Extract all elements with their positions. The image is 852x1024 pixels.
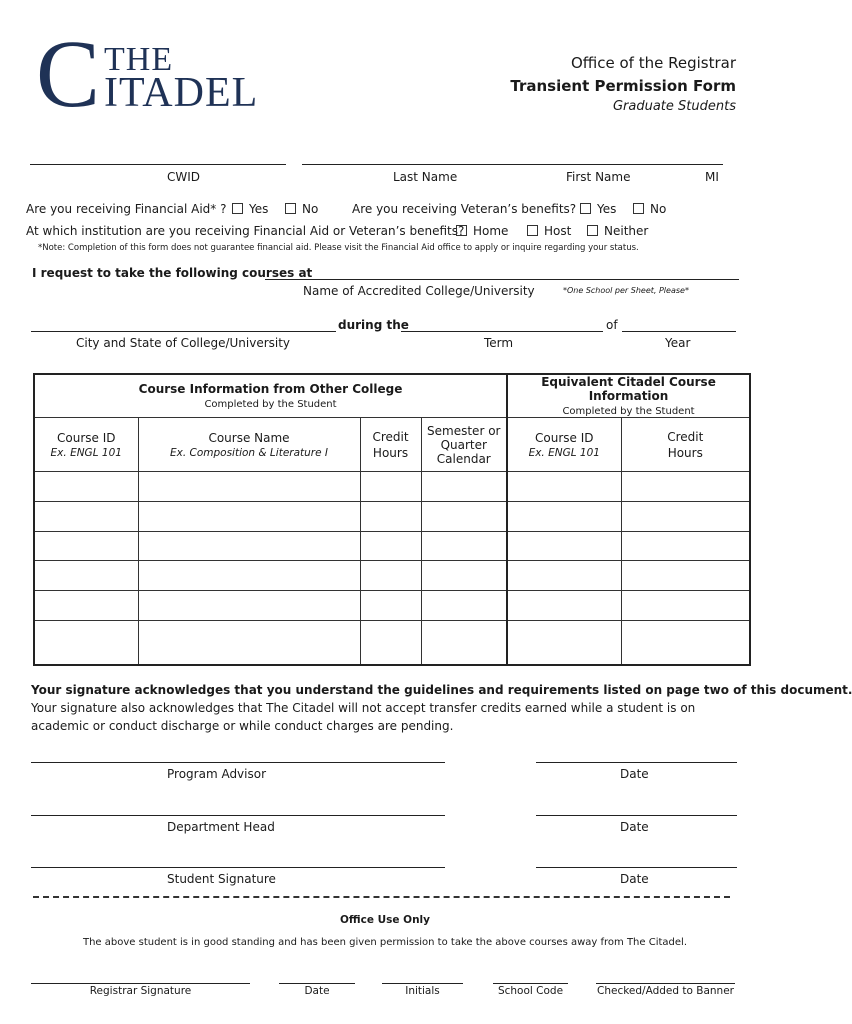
city-label: City and State of College/University	[76, 336, 291, 350]
student-date-line[interactable]	[536, 867, 737, 868]
year-label: Year	[665, 336, 691, 350]
table-cell[interactable]	[621, 501, 750, 531]
table-cell[interactable]	[138, 472, 360, 502]
quarter-label: Quarter	[440, 437, 487, 452]
table-cell[interactable]	[621, 472, 750, 502]
table-cell[interactable]	[360, 561, 421, 591]
table-cell[interactable]	[34, 472, 138, 502]
school-code-line[interactable]	[493, 983, 568, 984]
citadel-course-id-header	[507, 418, 621, 472]
citadel-subtitle: Completed by the Student	[562, 406, 695, 417]
cwid-line[interactable]	[30, 164, 286, 165]
table-cell[interactable]	[34, 620, 138, 665]
svg-text:C: C	[36, 20, 101, 127]
acknowledgement-text: Your signature also acknowledges that The Citadel will not accept transfer credits earned while a student is on academic or conduct discharge or while conduct charges are pending.	[31, 701, 696, 733]
table-row	[34, 472, 750, 502]
registrar-signature-line[interactable]	[31, 983, 250, 984]
office-use-title: Office Use Only	[339, 914, 431, 926]
year-line[interactable]	[622, 331, 736, 332]
citadel-credit-label: Credit	[667, 429, 704, 444]
citadel-course-id-example: Ex. ENGL 101	[528, 446, 600, 459]
table-row	[34, 620, 750, 665]
financial-aid-yes[interactable]: Yes	[232, 202, 268, 216]
term-label: Term	[484, 336, 514, 350]
table-cell[interactable]	[34, 531, 138, 561]
table-cell[interactable]	[138, 620, 360, 665]
svg-text:THE: THE	[104, 41, 174, 78]
table-cell[interactable]	[34, 591, 138, 621]
table-cell[interactable]	[421, 472, 507, 502]
first-name-label: First Name	[566, 170, 631, 184]
course-id-header	[34, 418, 138, 472]
checkbox-icon	[232, 203, 243, 214]
table-cell[interactable]	[507, 531, 621, 561]
banner-line[interactable]	[596, 983, 735, 984]
college-line[interactable]	[265, 279, 739, 280]
citadel-logo	[36, 20, 326, 127]
institution-neither[interactable]: Neither	[587, 224, 648, 238]
citadel-course-id-label: Course ID	[535, 430, 594, 445]
student-signature-line[interactable]	[31, 867, 445, 868]
institution-question: At which institution are you receiving Financial Aid or Veteran’s benefits?	[26, 224, 465, 238]
checkbox-icon	[456, 225, 467, 236]
form-subtitle: Graduate Students	[612, 99, 736, 114]
calendar-label: Calendar	[436, 451, 491, 466]
veteran-question: Are you receiving Veteran’s benefits?	[352, 202, 577, 216]
checkbox-icon	[285, 203, 296, 214]
office-date-label: Date	[304, 985, 330, 997]
table-cell[interactable]	[621, 561, 750, 591]
table-cell[interactable]	[421, 591, 507, 621]
last-name-label: Last Name	[393, 170, 458, 184]
city-line[interactable]	[31, 331, 336, 332]
course-name-example: Ex. Composition & Literature I	[169, 446, 329, 459]
table-cell[interactable]	[507, 591, 621, 621]
table-cell[interactable]	[360, 591, 421, 621]
table-cell[interactable]	[34, 561, 138, 591]
institution-host[interactable]: Host	[527, 224, 571, 238]
course-id-label: Course ID	[57, 430, 116, 445]
school-code-label: School Code	[497, 985, 564, 997]
initials-label: Initials	[405, 985, 440, 997]
table-cell[interactable]	[507, 620, 621, 665]
svg-text:ITADEL: ITADEL	[104, 70, 259, 116]
table-cell[interactable]	[507, 472, 621, 502]
financial-aid-no[interactable]: No	[285, 202, 318, 216]
table-cell[interactable]	[421, 531, 507, 561]
office-date-line[interactable]	[279, 983, 355, 984]
table-row	[34, 591, 750, 621]
table-row	[34, 531, 750, 561]
one-school-note: *One School per Sheet, Please*	[563, 286, 689, 295]
name-line[interactable]	[302, 164, 723, 165]
table-cell[interactable]	[421, 501, 507, 531]
advisor-signature-line[interactable]	[31, 762, 445, 763]
acknowledgement	[31, 681, 852, 735]
semester-header	[421, 418, 507, 472]
table-cell[interactable]	[138, 591, 360, 621]
student-date-label: Date	[620, 872, 649, 886]
table-cell[interactable]	[421, 620, 507, 665]
hours-label: Hours	[372, 445, 409, 460]
office-name: Office of the Registrar	[570, 54, 736, 72]
course-name-header	[138, 418, 360, 472]
office-use-statement: The above student is in good standing and has been given permission to take the above courses away from The Citadel.	[82, 937, 687, 948]
other-college-title: Course Information from Other College	[138, 382, 403, 396]
citadel-title: Equivalent Citadel Course Information	[541, 375, 716, 403]
table-row	[34, 561, 750, 591]
other-college-header	[34, 374, 507, 418]
institution-home[interactable]: Home	[456, 224, 508, 238]
checkbox-icon	[580, 203, 591, 214]
citadel-credit-header	[621, 418, 750, 472]
advisor-label: Program Advisor	[167, 767, 267, 781]
dept-head-date-line[interactable]	[536, 815, 737, 816]
cwid-label: CWID	[167, 170, 201, 184]
veteran-no[interactable]: No	[633, 202, 666, 216]
table-cell[interactable]	[621, 620, 750, 665]
credit-hours-header	[360, 418, 421, 472]
of-label: of	[606, 318, 618, 332]
table-cell[interactable]	[360, 620, 421, 665]
form-title: Transient Permission Form	[510, 77, 736, 95]
table-cell[interactable]	[621, 591, 750, 621]
other-college-subtitle: Completed by the Student	[204, 399, 337, 410]
initials-line[interactable]	[382, 983, 463, 984]
office-divider	[33, 896, 730, 898]
table-cell[interactable]	[34, 501, 138, 531]
course-id-example: Ex. ENGL 101	[50, 446, 122, 459]
student-signature-label: Student Signature	[167, 872, 276, 886]
credit-label: Credit	[372, 429, 409, 444]
table-cell[interactable]	[360, 472, 421, 502]
table-cell[interactable]	[507, 561, 621, 591]
checkbox-icon	[633, 203, 644, 214]
checkbox-icon	[587, 225, 598, 236]
college-label: Name of Accredited College/University	[303, 284, 535, 298]
term-line[interactable]	[401, 331, 603, 332]
checkbox-icon	[527, 225, 538, 236]
table-row	[34, 501, 750, 531]
citadel-hours-label: Hours	[667, 445, 703, 460]
dept-head-date-label: Date	[620, 820, 649, 834]
table-cell[interactable]	[138, 561, 360, 591]
table-cell[interactable]	[360, 531, 421, 561]
financial-aid-note: *Note: Completion of this form does not guarantee financial aid. Please visit the Financial Aid office to apply or inquire regarding your status.	[38, 243, 639, 253]
registrar-label: Registrar Signature	[89, 985, 192, 997]
table-cell[interactable]	[360, 501, 421, 531]
financial-aid-question: Are you receiving Financial Aid* ?	[26, 202, 227, 216]
mi-label: MI	[705, 170, 719, 184]
citadel-header	[507, 374, 750, 418]
table-cell[interactable]	[138, 531, 360, 561]
course-table	[33, 373, 751, 666]
dept-head-signature-line[interactable]	[31, 815, 445, 816]
request-intro: I request to take the following courses at	[32, 266, 313, 280]
course-name-label: Course Name	[208, 430, 290, 445]
veteran-yes[interactable]: Yes	[580, 202, 616, 216]
banner-label: Checked/Added to Banner	[597, 985, 734, 997]
advisor-date-label: Date	[620, 767, 649, 781]
dept-head-label: Department Head	[167, 820, 275, 834]
table-cell[interactable]	[507, 501, 621, 531]
table-cell[interactable]	[138, 501, 360, 531]
table-cell[interactable]	[421, 561, 507, 591]
advisor-date-line[interactable]	[536, 762, 737, 763]
table-cell[interactable]	[621, 531, 750, 561]
semester-label: Semester or	[427, 423, 501, 438]
acknowledgement-bold: Your signature acknowledges that you understand the guidelines and requirements listed on page two of this document.	[31, 683, 852, 697]
during-label: during the	[338, 318, 409, 332]
